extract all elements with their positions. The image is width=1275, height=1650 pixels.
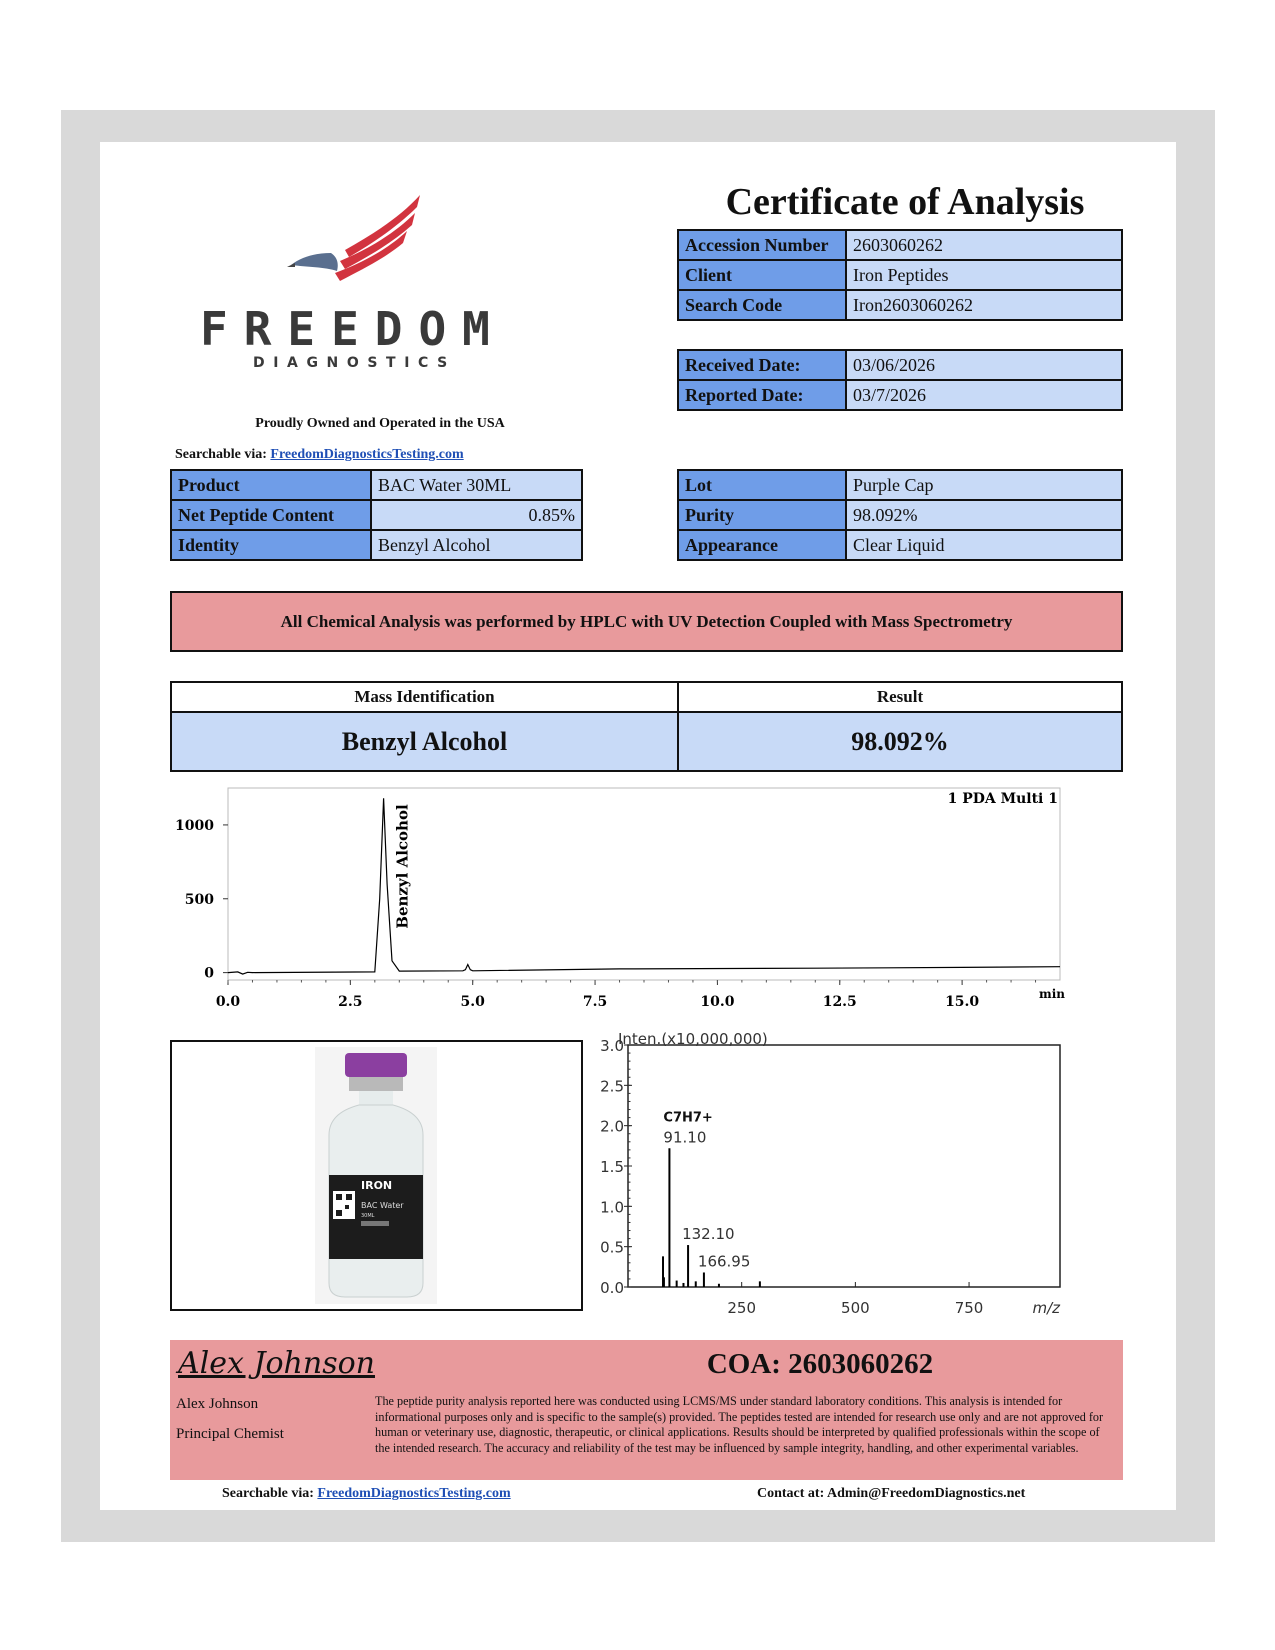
vial-brand: IRON — [361, 1179, 393, 1192]
y-tick-label: 1.5 — [600, 1158, 624, 1176]
mass-spectrum-chart — [600, 1030, 1130, 1330]
table-row — [171, 500, 582, 530]
logo-subtitle: DIAGNOSTICS — [253, 355, 456, 371]
row-value: Benzyl Alcohol — [371, 530, 582, 560]
table-row — [171, 530, 582, 560]
signature: Alex Johnson — [178, 1346, 375, 1381]
row-value: 98.092% — [846, 500, 1122, 530]
lot-table — [677, 469, 1123, 561]
row-value: 0.85% — [371, 500, 582, 530]
table-row — [678, 230, 1122, 260]
x-tick-label: 15.0 — [945, 994, 980, 1010]
coa-number: COA: 2603060262 — [706, 1348, 934, 1380]
peak-label: 132.10 — [682, 1225, 735, 1244]
y-tick-label: 2.0 — [600, 1117, 624, 1136]
searchable-bottom — [222, 1486, 511, 1502]
chart-title: Inten.(x10,000,000) — [618, 1030, 768, 1048]
method-banner: All Chemical Analysis was performed by HPLC with UV Detection Coupled with Mass Spectrometry — [170, 591, 1123, 652]
x-tick-label: 250 — [727, 1299, 757, 1317]
vial-photo — [315, 1047, 437, 1304]
chromatogram-chart — [160, 780, 1120, 1040]
table-row — [171, 470, 582, 500]
table-row — [678, 290, 1122, 320]
row-value: 2603060262 — [846, 230, 1122, 260]
y-tick-label: 1.0 — [600, 1198, 624, 1217]
searchable-label: Searchable via: — [175, 447, 267, 462]
plot-frame — [628, 1045, 1060, 1287]
x-tick-label: 5.0 — [460, 994, 485, 1010]
vial-line1: BAC Water — [361, 1201, 404, 1210]
table-row — [678, 260, 1122, 290]
plot-frame — [228, 788, 1060, 980]
x-axis-label: m/z — [1032, 1299, 1060, 1317]
logo-wordmark: FREEDOM — [200, 302, 506, 356]
x-axis-label: min — [1039, 987, 1065, 1001]
x-tick-label: 500 — [841, 1299, 870, 1317]
peak-label: 91.10 — [663, 1128, 707, 1147]
table-row — [678, 500, 1122, 530]
x-tick-label: 12.5 — [822, 994, 857, 1010]
row-label: Reported Date: — [678, 380, 846, 410]
x-tick-label: 10.0 — [700, 994, 735, 1010]
column-header: Result — [678, 682, 1122, 712]
page-title: Certificate of Analysis — [725, 181, 1085, 223]
x-tick-label: 2.5 — [338, 994, 363, 1010]
disclaimer-text: The peptide purity analysis reported here was conducted using LCMS/MS under standard laboratory conditions. This analysis is intended for informational purposes only and is specific to the sample(s) provided. The peptides tested are intended for research use only and are not approved for human or veterinary use, diagnostic, therapeutic, or clinical applications. Results should be interpreted by qualified professionals within the scope of the intended research. The accuracy and reliability of the test may be influenced by sample integrity, handling, and other experimental variables. — [375, 1394, 1104, 1455]
row-value: Purple Cap — [846, 470, 1122, 500]
identification-value: Benzyl Alcohol — [171, 712, 678, 771]
searchable-label: Searchable via: — [222, 1486, 314, 1501]
table-row — [678, 470, 1122, 500]
product-table — [170, 469, 583, 561]
row-label: Accession Number — [678, 230, 846, 260]
chemist-position: Principal Chemist — [176, 1426, 284, 1442]
footer-panel — [170, 1340, 1123, 1480]
y-tick-label: 3.0 — [600, 1037, 624, 1055]
eagle-flag-logo-icon — [285, 195, 425, 290]
vial-cap — [345, 1053, 407, 1077]
row-value: 03/7/2026 — [846, 380, 1122, 410]
chemist-name: Alex Johnson — [176, 1396, 259, 1412]
ion-annotation: C7H7+ — [663, 1110, 713, 1126]
tagline: Proudly Owned and Operated in the USA — [255, 416, 505, 431]
table-row — [678, 380, 1122, 410]
row-label: Appearance — [678, 530, 846, 560]
dates-table — [677, 349, 1123, 411]
table-header-row — [171, 682, 1122, 712]
searchable-top — [175, 447, 464, 463]
website-link[interactable]: FreedomDiagnosticsTesting.com — [270, 447, 464, 462]
table-row — [678, 350, 1122, 380]
row-label: Purity — [678, 500, 846, 530]
x-tick-label: 7.5 — [582, 994, 608, 1010]
accession-table — [677, 229, 1123, 321]
peak-label: 166.95 — [697, 1252, 751, 1271]
table-row — [171, 712, 1122, 771]
y-tick-label: 0.0 — [600, 1279, 624, 1297]
peak-label: Benzyl Alcohol — [393, 804, 412, 929]
x-tick-label: 750 — [954, 1299, 984, 1317]
x-tick-label: 0.0 — [215, 994, 241, 1010]
y-tick-label: 500 — [184, 891, 214, 908]
row-value: Clear Liquid — [846, 530, 1122, 560]
website-link[interactable]: FreedomDiagnosticsTesting.com — [317, 1486, 511, 1501]
row-value: Iron Peptides — [846, 260, 1122, 290]
row-label: Identity — [171, 530, 371, 560]
y-tick-label: 2.5 — [600, 1077, 624, 1096]
chart-title: 1 PDA Multi 1 — [947, 791, 1058, 807]
y-tick-label: 0.5 — [600, 1238, 624, 1257]
vial-line2: 30ML — [361, 1213, 375, 1219]
row-label: Net Peptide Content — [171, 500, 371, 530]
y-tick-label: 1000 — [175, 817, 214, 834]
mass-identification-table — [170, 681, 1123, 772]
row-label: Search Code — [678, 290, 846, 320]
row-value: Iron2603060262 — [846, 290, 1122, 320]
table-row — [678, 530, 1122, 560]
column-header: Mass Identification — [171, 682, 678, 712]
contact-email: Contact at: Admin@FreedomDiagnostics.net — [757, 1486, 1026, 1501]
row-value: BAC Water 30ML — [371, 470, 582, 500]
row-label: Client — [678, 260, 846, 290]
series-line — [228, 798, 1060, 974]
row-label: Lot — [678, 470, 846, 500]
product-photo-frame — [170, 1040, 583, 1311]
y-tick-label: 0 — [204, 965, 214, 982]
row-value: 03/06/2026 — [846, 350, 1122, 380]
row-label: Product — [171, 470, 371, 500]
result-value: 98.092% — [678, 712, 1122, 771]
row-label: Received Date: — [678, 350, 846, 380]
